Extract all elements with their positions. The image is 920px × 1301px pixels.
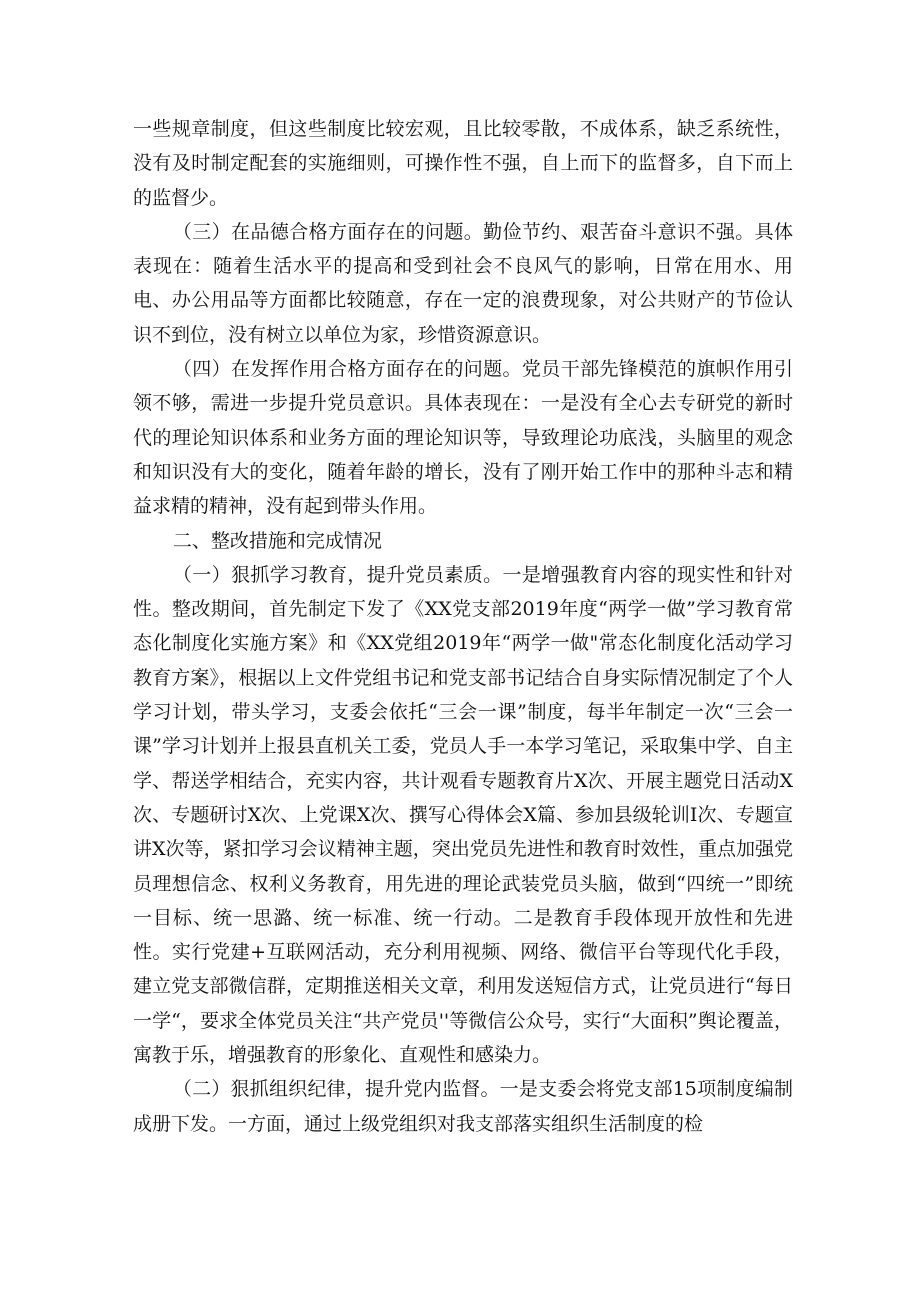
paragraph-role-issues: （四）在发挥作用合格方面存在的问题。党员干部先锋模范的旗帜作用引领不够，需进一步提升党员意识。具体表现在：一是没有全心去专研党的新时代的理论知识体系和业务方面的理论知识等，导致理论功底浅，头脑里的观念和知识没有大的变化，随着年龄的增长，没有了刚开始工作中的那种斗志和精益求精的精神，没有起到带头作用。: [133, 358, 793, 518]
section-heading-rectification: 二、整改措施和完成情况: [172, 529, 382, 552]
document-body: [133, 112, 793, 1141]
paragraph-continuation: 一些规章制度，但这些制度比较宏观，且比较零散，不成体系，缺乏系统性，没有及时制定配套的实施细则，可操作性不强，自上而下的监督多，自下而上的监督少。: [133, 118, 793, 209]
paragraph-study-education: （一）狠抓学习教育，提升党员素质。一是增强教育内容的现实性和针对性。整改期间，首先制定下发了《XX党支部2019年度“两学一做”学习教育常态化制度化实施方案》和《XX党组2019年“两学一做"常态化制度化活动学习教育方案》，根据以上文件党组书记和党支部书记结合自身实际情况制定了个人学习计划，带头学习，支委会依托“三会一课”制度，每半年制定一次“三会一课”学习计划并上报县直机关工委，党员人手一本学习笔记，采取集中学、自主学、帮送学相结合，充实内容，共计观看专题教育片X次、开展主题党日活动X次、专题研讨X次、上党课X次、撰写心得体会X篇、参加县级轮训I次、专题宣讲X次等，紧扣学习会议精神主题，突出党员先进性和教育时效性，重点加强党员理想信念、权利义务教育，用先进的理论武装党员头脑，做到“四统一”即统一目标、统一思潞、统一标准、统一行动。二是教育手段体现开放性和先进性。实行党建+互联网活动，充分利用视频、网络、微信平台等现代化手段，建立党支部微信群，定期推送相关文章，利用发送短信方式，让党员进行“每日一学“，要求全体党员关注“共产党员''等微信公众号，实行“大面积”舆论覆盖，寓教于乐，增强教育的形象化、直观性和感染力。: [133, 563, 793, 1067]
paragraph-organization-discipline: （二）狠抓组织纪律，提升党内监督。一是支委会将党支部15项制度编制成册下发。一方面，通过上级党组织对我支部落实组织生活制度的检: [133, 1078, 793, 1135]
paragraph-morality-issues: （三）在品德合格方面存在的问题。勤俭节约、艰苦奋斗意识不强。具体表现在：随着生活水平的提高和受到社会不良风气的影响，日常在用水、用电、办公用品等方面都比较随意，存在一定的浪费现象，对公共财产的节俭认识不到位，没有树立以单位为家，珍惜资源意识。: [133, 220, 793, 346]
